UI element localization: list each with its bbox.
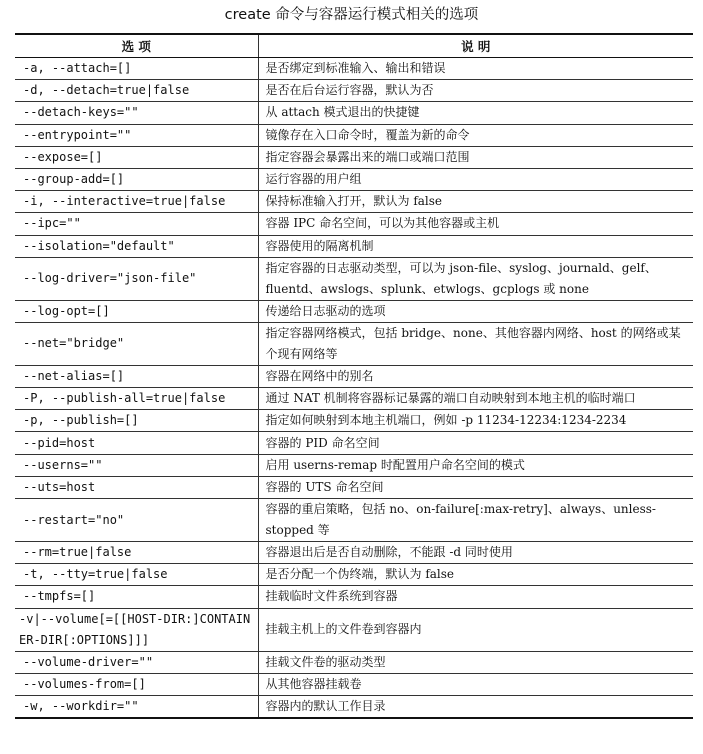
- description-cell: 容器的 PID 命名空间: [258, 432, 693, 454]
- description-cell: 容器内的默认工作目录: [258, 695, 693, 718]
- description-cell: 容器退出后是否自动删除，不能跟 -d 同时使用: [258, 542, 693, 564]
- description-cell: 指定容器的日志驱动类型，可以为 json-file、syslog、journald、gelf、fluentd、awslogs、splunk、etwlogs、gcplogs 或 none: [258, 257, 693, 300]
- option-cell: --uts=host: [15, 476, 258, 498]
- description-cell: 启用 userns-remap 时配置用户命名空间的模式: [258, 454, 693, 476]
- description-cell: 容器的 UTS 命名空间: [258, 476, 693, 498]
- option-cell: --volume-driver="": [15, 651, 258, 673]
- option-cell: --ipc="": [15, 213, 258, 235]
- option-cell: -w, --workdir="": [15, 695, 258, 718]
- option-cell: --entrypoint="": [15, 124, 258, 146]
- description-cell: 容器在网络中的别名: [258, 365, 693, 387]
- table-row: [15, 542, 693, 564]
- option-cell: --pid=host: [15, 432, 258, 454]
- table-row: [15, 476, 693, 498]
- description-cell: 传递给日志驱动的选项: [258, 300, 693, 322]
- table-row: [15, 213, 693, 235]
- table-row: [15, 454, 693, 476]
- table-row: [15, 58, 693, 80]
- description-cell: 挂载临时文件系统到容器: [258, 586, 693, 608]
- table-row: [15, 608, 693, 651]
- header-description: 说 明: [258, 34, 693, 58]
- description-cell: 容器的重启策略，包括 no、on-failure[:max-retry]、always、unless-stopped 等: [258, 499, 693, 542]
- option-cell: --net-alias=[]: [15, 365, 258, 387]
- table-row: [15, 695, 693, 718]
- option-cell: --isolation="default": [15, 235, 258, 257]
- description-cell: 通过 NAT 机制将容器标记暴露的端口自动映射到本地主机的临时端口: [258, 388, 693, 410]
- option-cell: -d, --detach=true|false: [15, 80, 258, 102]
- option-cell: --detach-keys="": [15, 102, 258, 124]
- header-option: 选 项: [15, 34, 258, 58]
- table-row: [15, 564, 693, 586]
- option-cell: --volumes-from=[]: [15, 673, 258, 695]
- option-cell: --log-opt=[]: [15, 300, 258, 322]
- description-cell: 指定容器会暴露出来的端口或端口范围: [258, 146, 693, 168]
- table-row: [15, 168, 693, 190]
- description-cell: 容器 IPC 命名空间，可以为其他容器或主机: [258, 213, 693, 235]
- table-row: [15, 651, 693, 673]
- table-row: [15, 322, 693, 365]
- options-table: [15, 33, 693, 719]
- description-cell: 是否绑定到标准输入、输出和错误: [258, 58, 693, 80]
- option-cell: --restart="no": [15, 499, 258, 542]
- table-row: [15, 432, 693, 454]
- description-cell: 从其他容器挂载卷: [258, 673, 693, 695]
- table-body: [15, 58, 693, 718]
- table-row: [15, 388, 693, 410]
- description-cell: 从 attach 模式退出的快捷键: [258, 102, 693, 124]
- table-row: [15, 80, 693, 102]
- table-row: [15, 499, 693, 542]
- description-cell: 是否分配一个伪终端，默认为 false: [258, 564, 693, 586]
- table-row: [15, 410, 693, 432]
- description-cell: 挂载文件卷的驱动类型: [258, 651, 693, 673]
- table-row: [15, 191, 693, 213]
- table-row: [15, 102, 693, 124]
- option-cell: -v|--volume[=[[HOST-DIR:]CONTAINER-DIR[:OPTIONS]]]: [15, 608, 258, 651]
- option-cell: -i, --interactive=true|false: [15, 191, 258, 213]
- table-row: [15, 300, 693, 322]
- option-cell: --group-add=[]: [15, 168, 258, 190]
- option-cell: -a, --attach=[]: [15, 58, 258, 80]
- description-cell: 指定如何映射到本地主机端口，例如 -p 11234-12234:1234-2234: [258, 410, 693, 432]
- option-cell: --userns="": [15, 454, 258, 476]
- header-row: [15, 34, 693, 58]
- option-cell: --tmpfs=[]: [15, 586, 258, 608]
- description-cell: 保持标准输入打开，默认为 false: [258, 191, 693, 213]
- description-cell: 容器使用的隔离机制: [258, 235, 693, 257]
- option-cell: -P, --publish-all=true|false: [15, 388, 258, 410]
- option-cell: --net="bridge": [15, 322, 258, 365]
- description-cell: 挂载主机上的文件卷到容器内: [258, 608, 693, 651]
- option-cell: --expose=[]: [15, 146, 258, 168]
- description-cell: 镜像存在入口命令时，覆盖为新的命令: [258, 124, 693, 146]
- table-row: [15, 235, 693, 257]
- table-row: [15, 146, 693, 168]
- option-cell: --log-driver="json-file": [15, 257, 258, 300]
- description-cell: 是否在后台运行容器，默认为否: [258, 80, 693, 102]
- table-row: [15, 257, 693, 300]
- table-header: [15, 34, 693, 58]
- description-cell: 运行容器的用户组: [258, 168, 693, 190]
- table-row: [15, 586, 693, 608]
- option-cell: --rm=true|false: [15, 542, 258, 564]
- description-cell: 指定容器网络模式，包括 bridge、none、其他容器内网络、host 的网络或某个现有网络等: [258, 322, 693, 365]
- option-cell: -p, --publish=[]: [15, 410, 258, 432]
- table-row: [15, 365, 693, 387]
- table-row: [15, 124, 693, 146]
- table-row: [15, 673, 693, 695]
- option-cell: -t, --tty=true|false: [15, 564, 258, 586]
- table-caption: create 命令与容器运行模式相关的选项: [224, 7, 479, 23]
